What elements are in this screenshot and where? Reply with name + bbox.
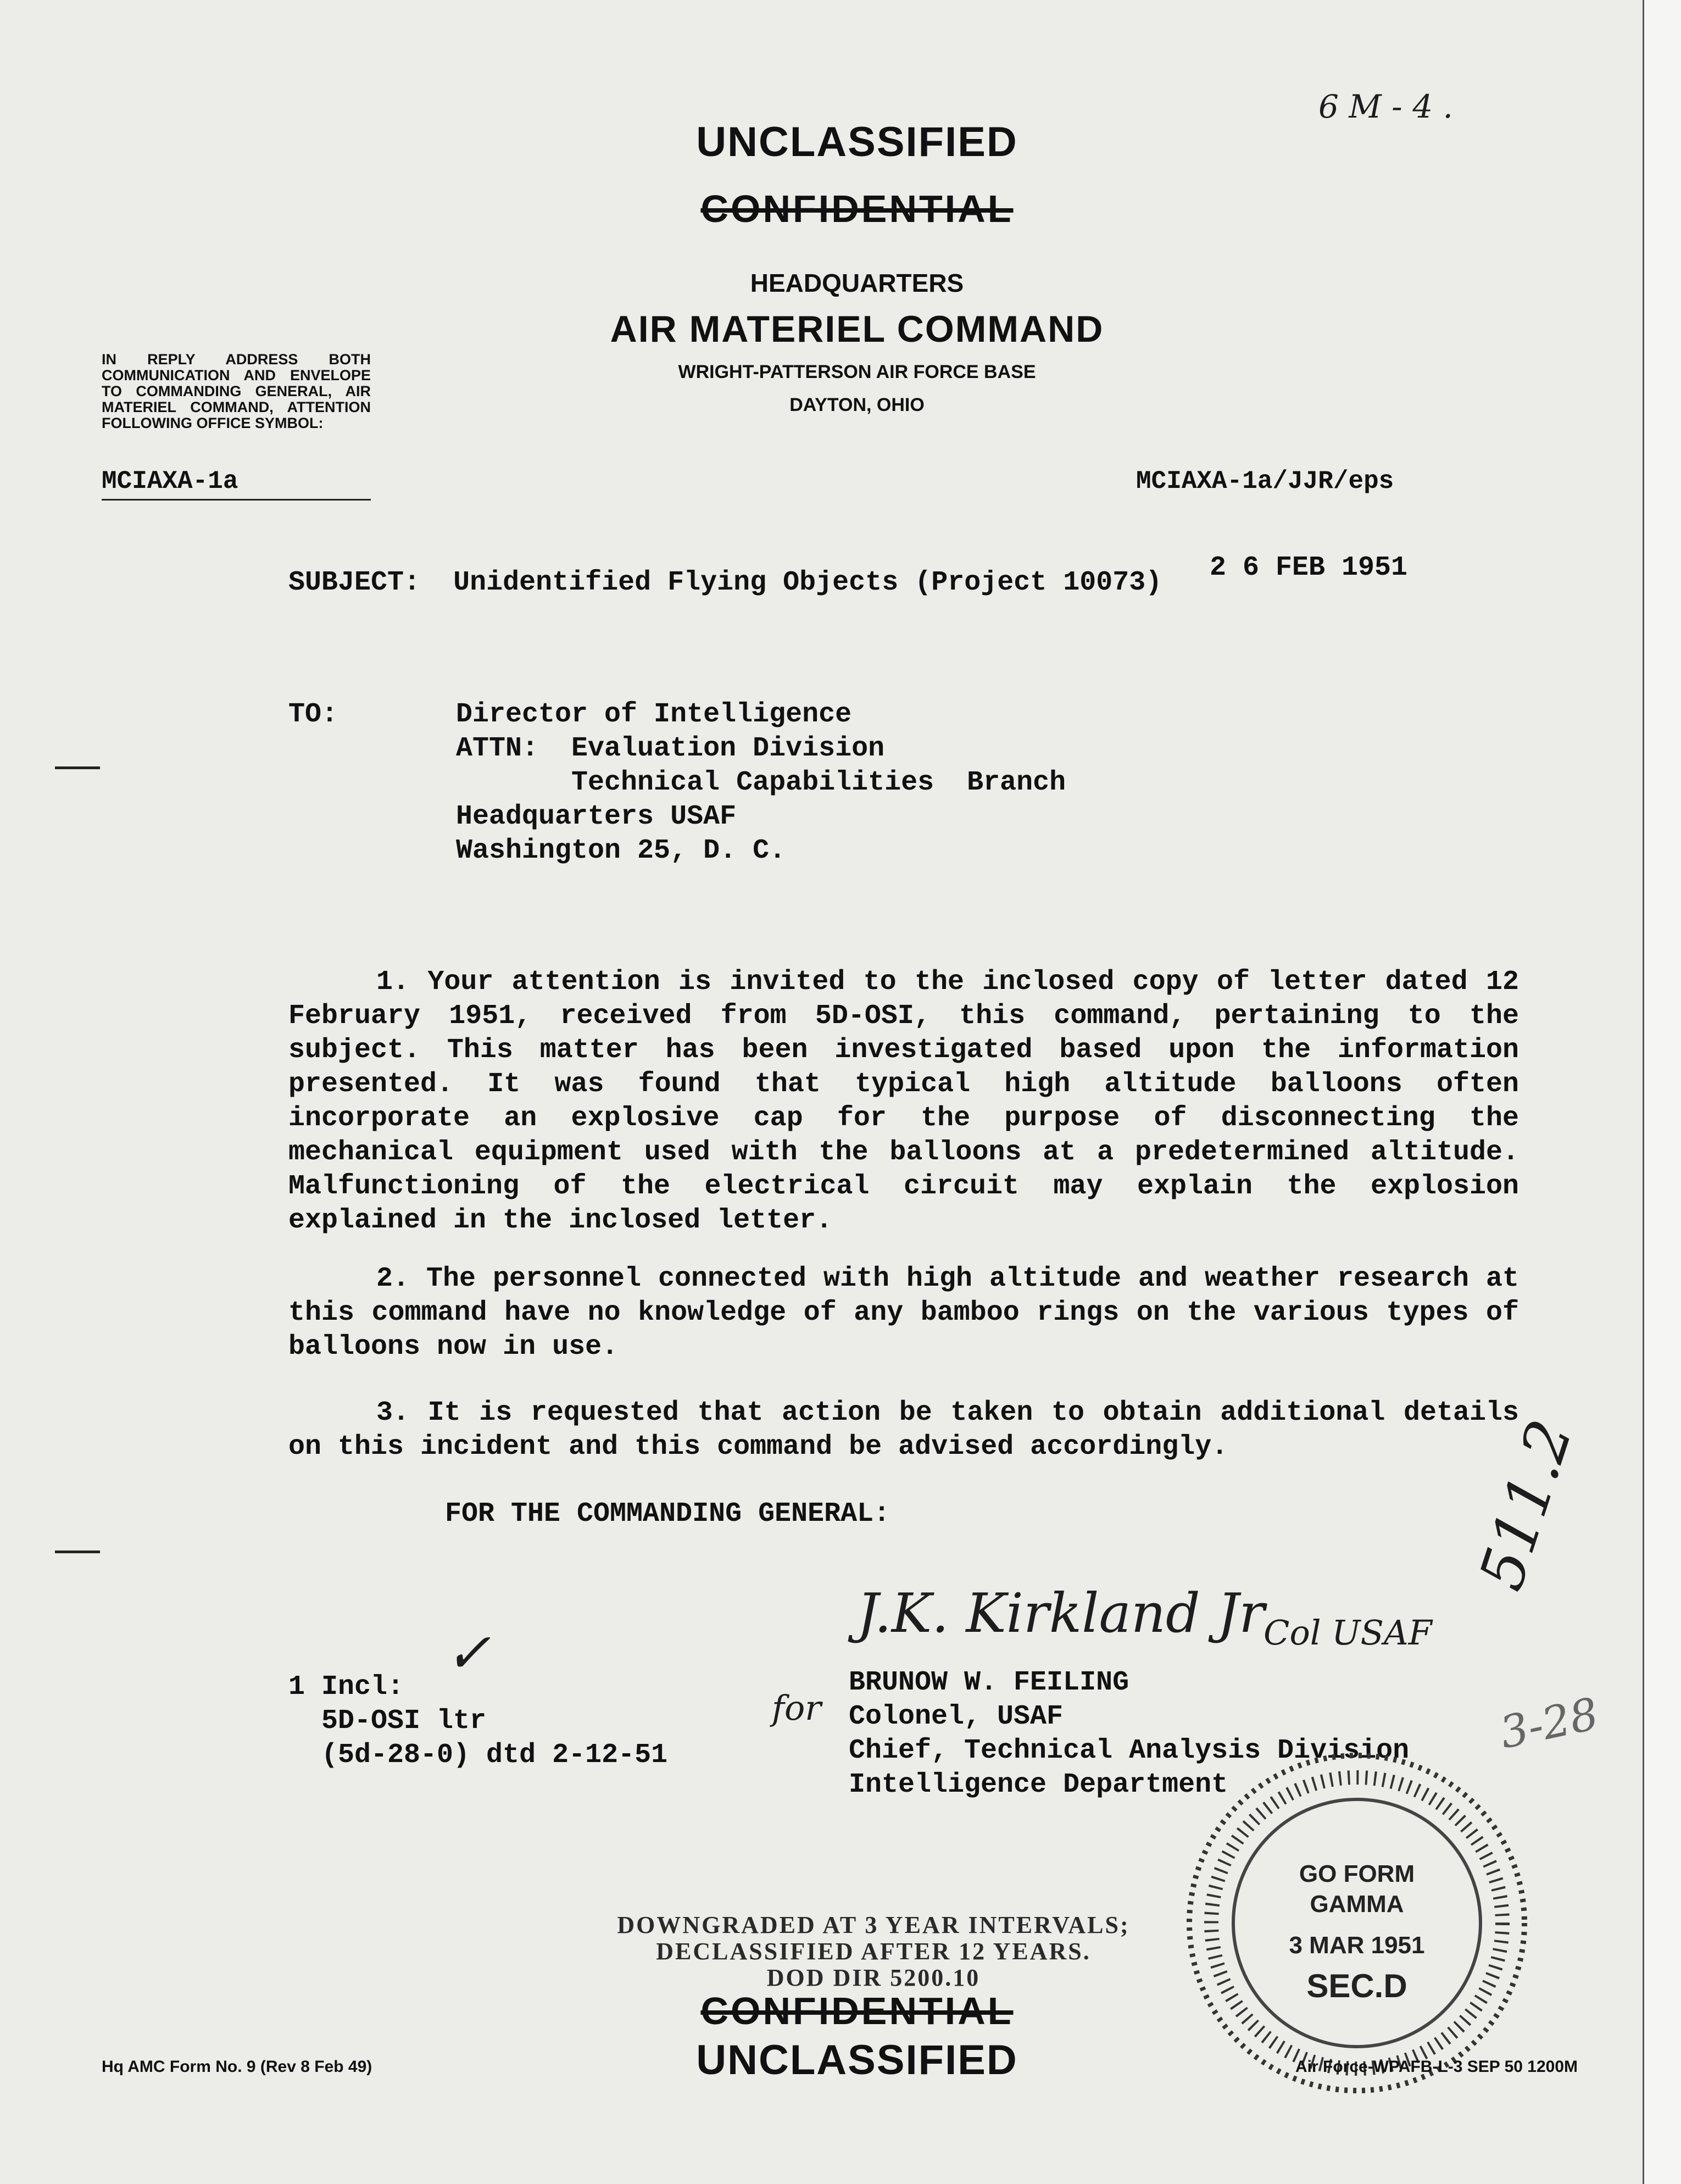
handwritten-signature: J.K. Kirkland Jr <box>857 1582 1265 1645</box>
to-address <box>456 698 1066 868</box>
stamp-inner-ring <box>1233 1799 1480 2047</box>
incl-line-1: 1 Incl: <box>288 1671 404 1703</box>
stamp-outer-ring <box>1189 1755 1524 2091</box>
handwritten-rank: Col USAF <box>1263 1613 1432 1653</box>
classification-bottom: UNCLASSIFIED <box>696 2037 1018 2083</box>
handwritten-file-number: 511.2 <box>1465 1411 1586 1598</box>
stamp-line-4: SEC.D <box>1306 1968 1407 2004</box>
form-number-right: Air Force-WPAFB-L-3 SEP 50 1200M <box>1295 2058 1578 2076</box>
office-symbol: MCIAXA-1a <box>102 467 371 501</box>
to-line-3: Technical Capabilities Branch <box>456 767 1066 798</box>
downgrade-line-1: DOWNGRADED AT 3 YEAR INTERVALS; <box>617 1911 1130 1938</box>
classification-top: UNCLASSIFIED <box>696 119 1018 165</box>
page-edge <box>1643 0 1681 2184</box>
paragraph-2: 2. The personnel connected with high altitude and weather research at this command have no knowledge of any bamboo rings on the various types of balloons now in use. <box>288 1263 1519 1363</box>
handwritten-for: for <box>772 1688 821 1728</box>
downgrade-notice <box>516 1912 1231 1991</box>
reply-instructions: IN REPLY ADDRESS BOTH COMMUNICATION AND ENVELOPE TO COMMANDING GENERAL, AIR MATERIEL COMMAND, ATTENTION FOLLOWING OFFICE SYMBOL: <box>102 351 371 431</box>
to-line-1: Director of Intelligence <box>456 699 852 730</box>
stamp-line-3: 3 MAR 1951 <box>1289 1932 1425 1959</box>
command-name: AIR MATERIEL COMMAND <box>610 308 1104 350</box>
stamp-line-1: GO FORM <box>1299 1860 1415 1887</box>
to-line-5: Washington 25, D. C. <box>456 835 786 866</box>
classification-struck-top: CONFIDENTIAL <box>700 187 1014 230</box>
margin-mark-lower <box>55 1551 100 1553</box>
classification-struck-bottom: CONFIDENTIAL <box>700 1990 1014 2032</box>
signer-rank: Colonel, USAF <box>849 1701 1064 1732</box>
signer-title: Chief, Technical Analysis Division <box>849 1735 1410 1766</box>
signer-department: Intelligence Department <box>849 1769 1228 1800</box>
subject-text: Unidentified Flying Objects (Project 10073) <box>453 567 1162 598</box>
hq-label: HEADQUARTERS <box>750 269 964 297</box>
stamp-line-2: GAMMA <box>1310 1891 1404 1918</box>
for-commanding-general: FOR THE COMMANDING GENERAL: <box>445 1498 890 1530</box>
downgrade-line-2: DECLASSIFIED AFTER 12 YEARS. <box>656 1938 1091 1965</box>
signer-name: BRUNOW W. FEILING <box>849 1667 1129 1698</box>
stamp-tick-ring <box>1211 1777 1502 2069</box>
subject-label: SUBJECT: <box>288 567 421 598</box>
check-mark: ✓ <box>445 1621 491 1685</box>
to-line-2: ATTN: Evaluation Division <box>456 733 885 764</box>
form-number-left: Hq AMC Form No. 9 (Rev 8 Feb 49) <box>102 2058 372 2076</box>
downgrade-line-3: DOD DIR 5200.10 <box>766 1964 981 1991</box>
to-label: TO: <box>288 699 338 730</box>
incl-line-2: 5D-OSI ltr <box>288 1705 487 1737</box>
date-stamp: 2 6 FEB 1951 <box>1210 552 1408 583</box>
city-name: DAYTON, OHIO <box>789 394 925 415</box>
base-name: WRIGHT-PATTERSON AIR FORCE BASE <box>678 362 1036 382</box>
inclosure-block <box>288 1670 667 1772</box>
incl-line-3: (5d-28-0) dtd 2-12-51 <box>288 1740 668 1771</box>
handwritten-corner-note: 6 M - 4 . <box>1318 88 1453 125</box>
handwritten-date-note: 3-28 <box>1495 1688 1603 1759</box>
to-line-4: Headquarters USAF <box>456 801 737 832</box>
paragraph-3: 3. It is requested that action be taken to obtain additional details on this incident and this command be advised accordingly. <box>288 1397 1519 1463</box>
subject-line <box>288 566 1162 600</box>
reference-code: MCIAXA-1a/JJR/eps <box>1136 467 1394 496</box>
paragraph-1: 1. Your attention is invited to the inclosed copy of letter dated 12 February 1951, received from 5D-OSI, this command, pertaining to the subject. This matter has been investigated based upon the information presented. It was found that typical high altitude balloons often incorporate an explosive cap for the purpose of disconnecting the mechanical equipment used with the balloons at a predetermined altitude. Malfunctioning of the electrical circuit may explain the explosion explained in the inclosed letter. <box>288 966 1519 1236</box>
margin-mark-upper <box>55 766 100 769</box>
